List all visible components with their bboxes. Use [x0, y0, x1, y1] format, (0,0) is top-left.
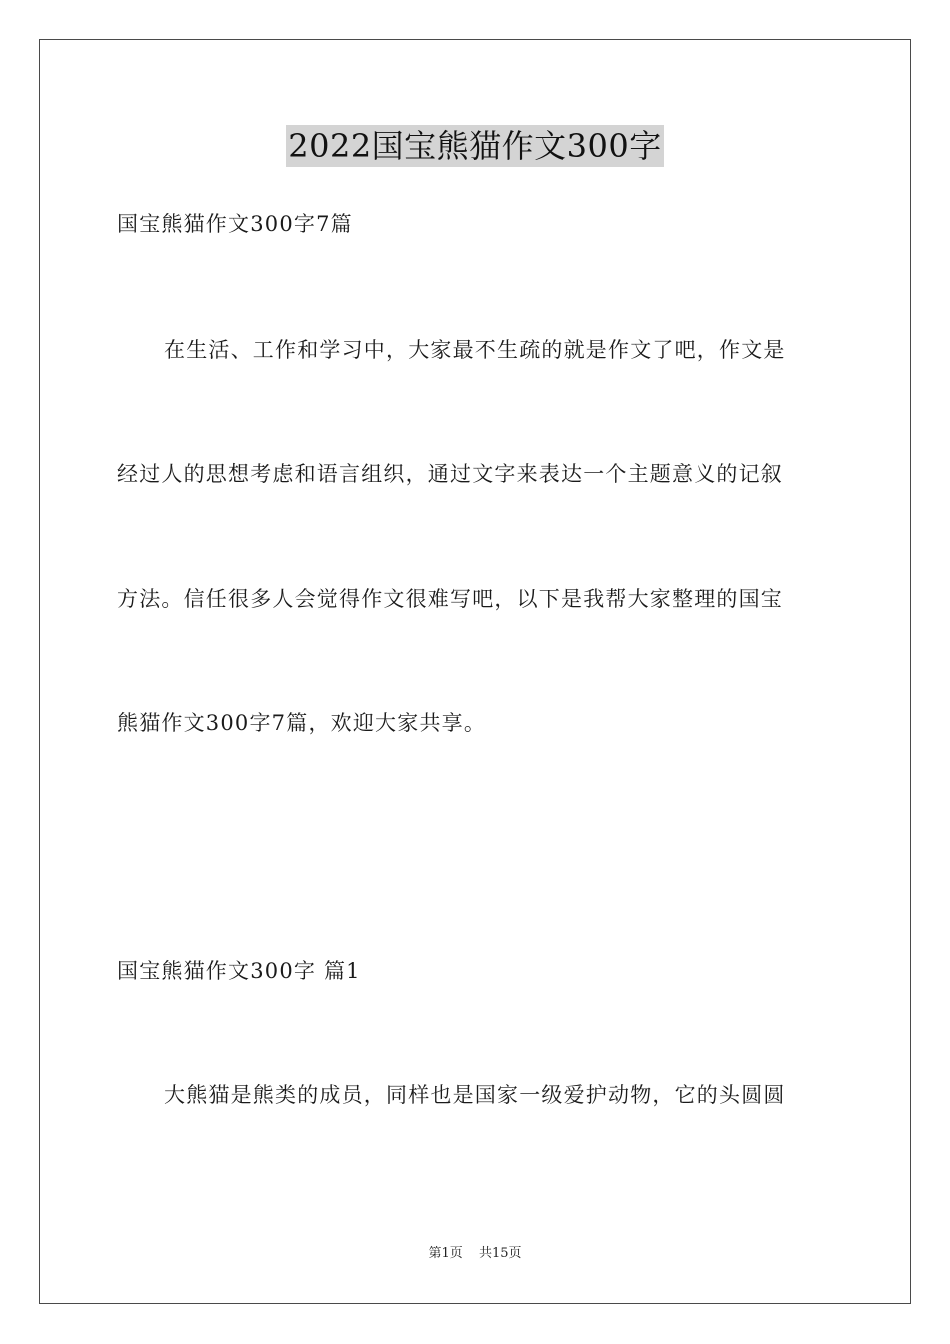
page-total: 共15页 [478, 1246, 522, 1261]
paragraph-line: 方法。信任很多人会觉得作文很难写吧，以下是我帮大家整理的国宝 [117, 587, 783, 611]
document-subtitle: 国宝熊猫作文300字7篇 [117, 212, 353, 236]
paragraph-line: 经过人的思想考虑和语言组织，通过文字来表达一个主题意义的记叙 [117, 462, 783, 486]
paragraph-line: 大熊猫是熊类的成员，同样也是国家一级爱护动物，它的头圆圆 [164, 1083, 786, 1107]
document-title: 2022国宝熊猫作文300字 [288, 127, 662, 165]
paragraph-line: 在生活、工作和学习中，大家最不生疏的就是作文了吧，作文是 [164, 338, 786, 362]
page-footer [0, 1245, 950, 1263]
section-heading: 国宝熊猫作文300字 篇1 [117, 959, 361, 983]
title-container [0, 125, 950, 167]
paragraph-line: 熊猫作文300字7篇，欢迎大家共享。 [117, 711, 487, 735]
page-number: 第1页 [428, 1246, 463, 1261]
